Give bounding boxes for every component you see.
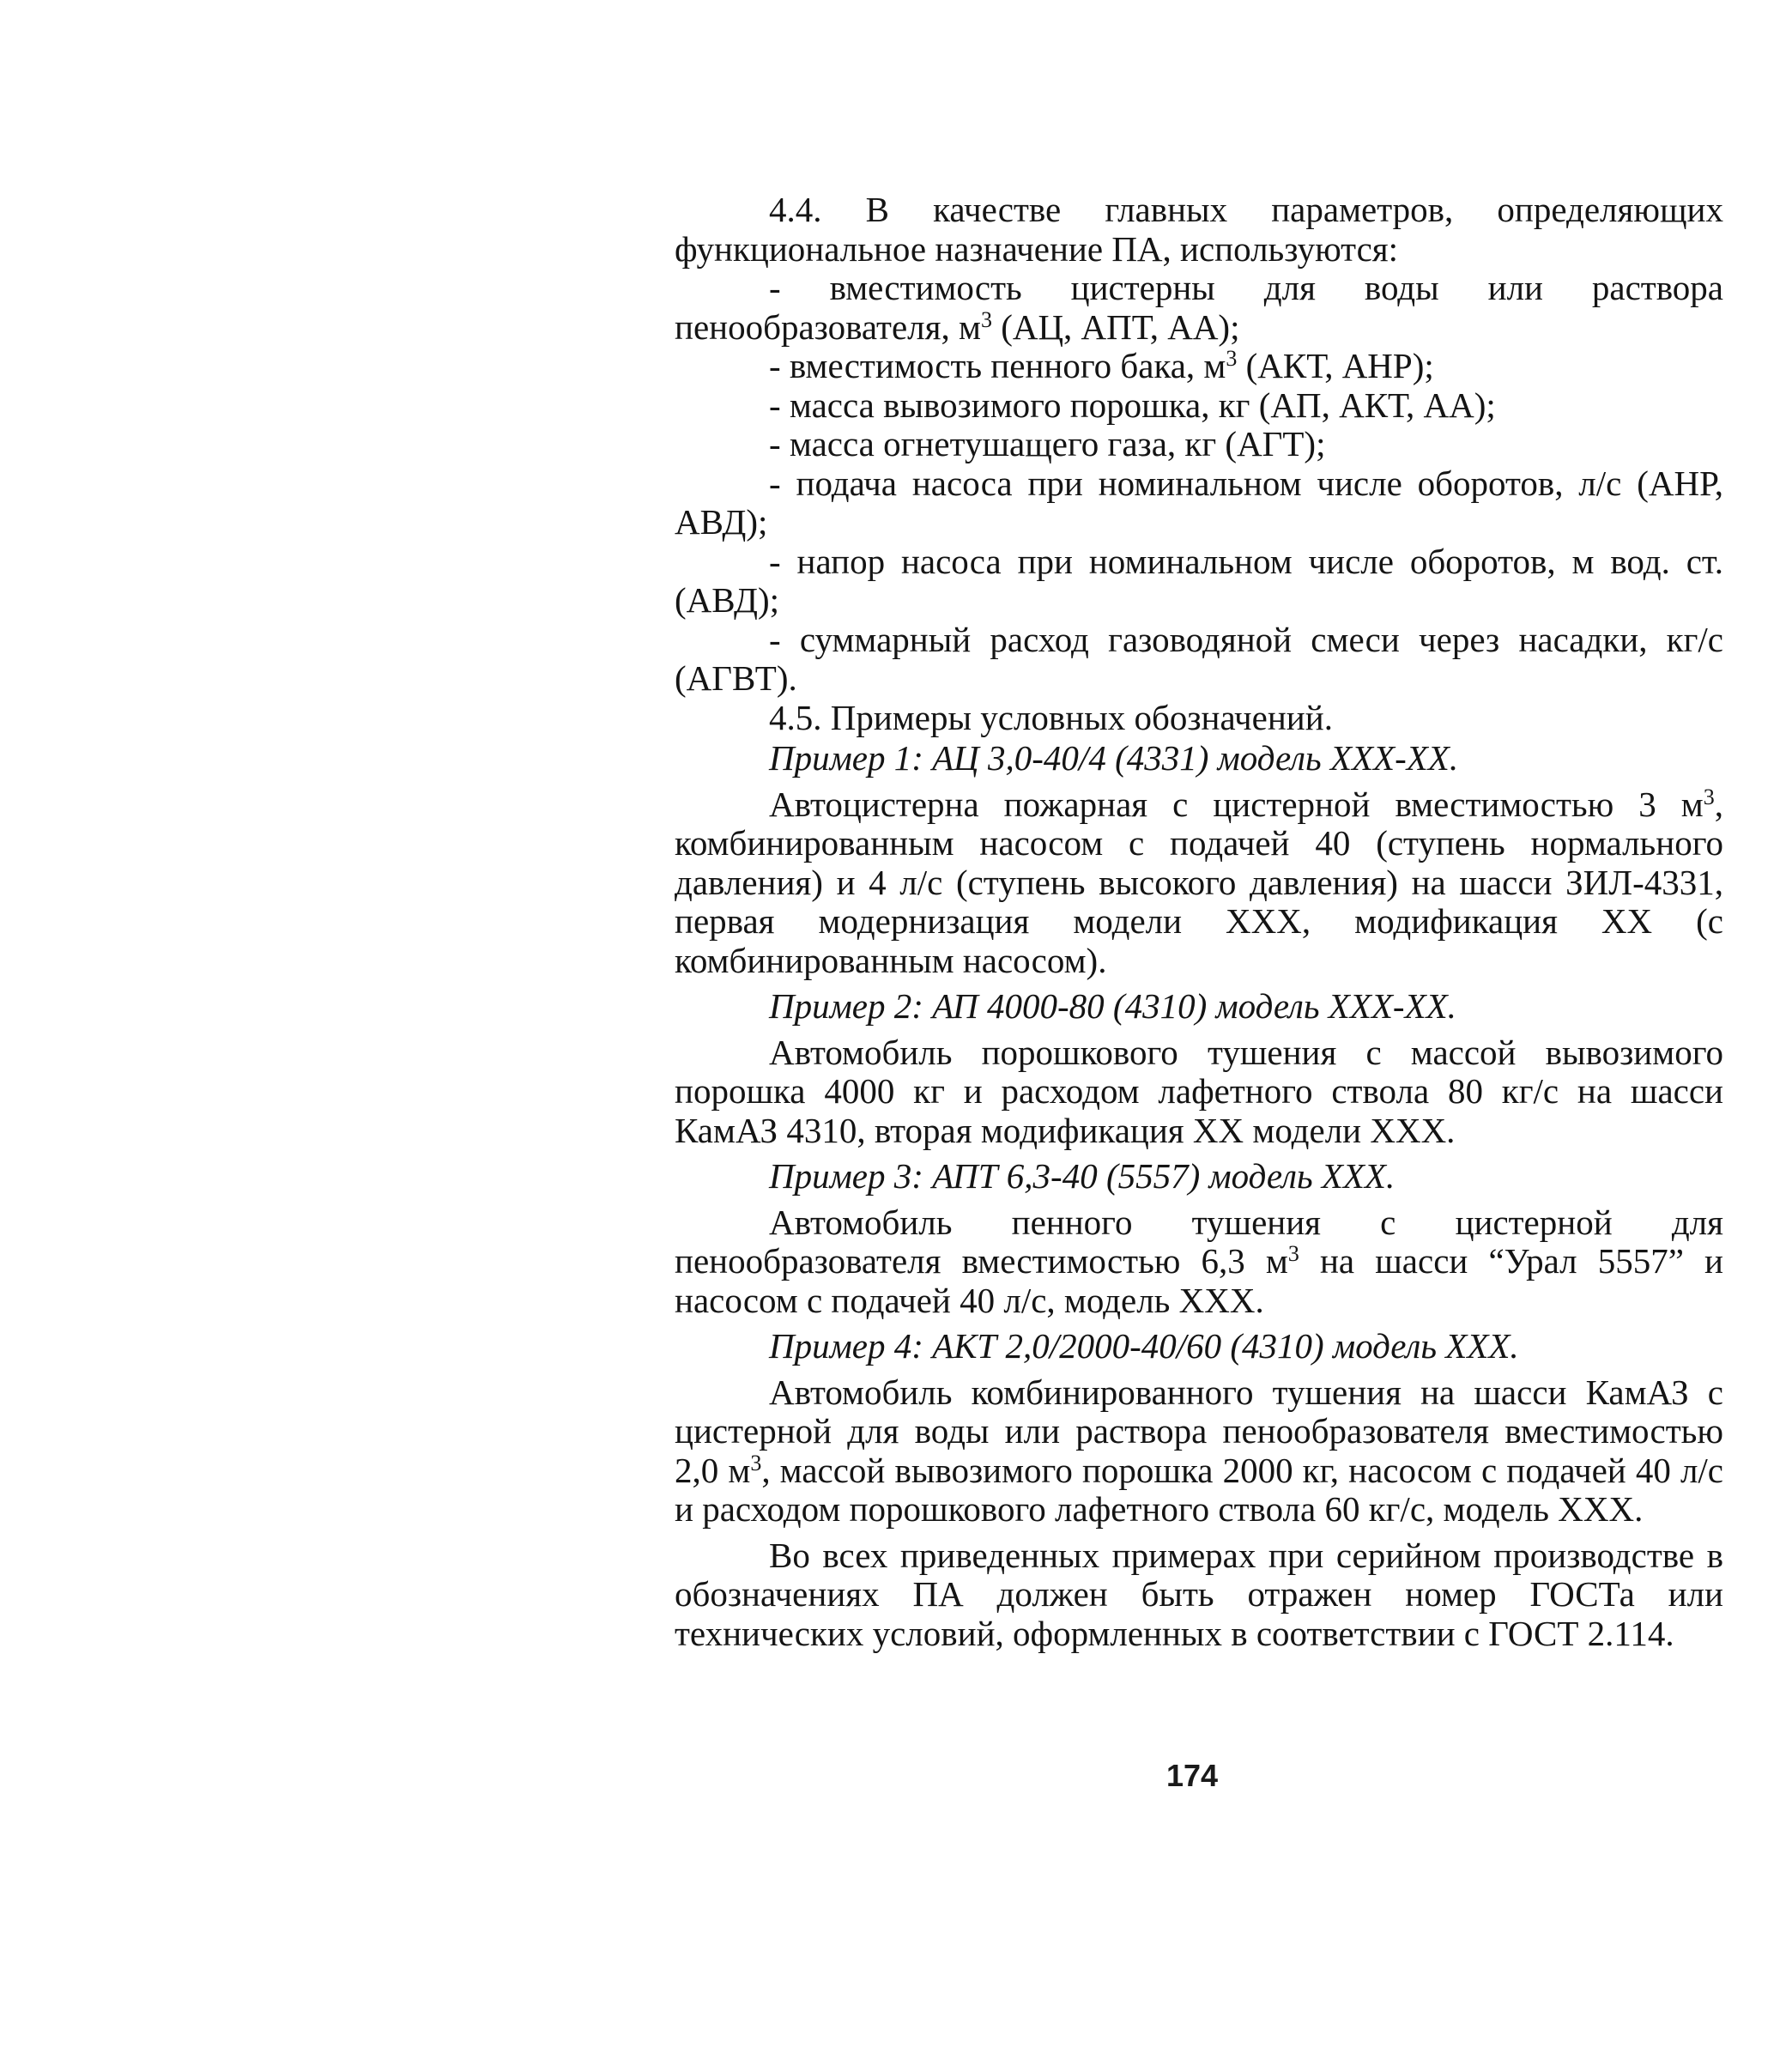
example-4-title: Пример 4: АКТ 2,0/2000-40/60 (4310) модель ХХХ.: [769, 1326, 1519, 1366]
example-4-body: Автомобиль комбинированного тушения на шасси КамАЗ с цистерной для воды или раствора пенообразователя вместимостью 2,0 $м^3$, массой вывозимого порошка 2000 кг, насосом с подачей 40 л/с и расходом порошкового лафетного ствола 60 кг/с, модель ХХХ.: [675, 1372, 1723, 1529]
document-page: [675, 191, 1723, 1653]
example-3-title: Пример 3: АПТ 6,3-40 (5557) модель ХХХ.: [769, 1156, 1396, 1196]
list-item: - подача насоса при номинальном числе оборотов, л/с (АНР, АВД);: [675, 463, 1723, 542]
list-item: - масса вывозимого порошка, кг (АП, АКТ, АА);: [769, 385, 1496, 425]
example-3-body: Автомобиль пенного тушения с цистерной для пенообразователя вместимостью 6,3 $м^3$ на шасси “Урал 5557” и насосом с подачей 40 л/с, модель ХХХ.: [675, 1202, 1723, 1320]
section-4-4-intro: 4.4. В качестве главных параметров, определяющих функциональное назначение ПА, используются:: [675, 190, 1723, 269]
section-4-5-heading: 4.5. Примеры условных обозначений.: [769, 697, 1333, 737]
example-2-title: Пример 2: АП 4000-80 (4310) модель ХХХ-ХХ.: [769, 986, 1456, 1026]
page-number: 174: [1165, 1758, 1219, 1793]
list-item: - вместимость пенного бака, $м^3$ (АКТ, АНР);: [769, 346, 1434, 385]
example-1-body: Автоцистерна пожарная с цистерной вместимостью 3 $м^3$, комбинированным насосом с подачей 40 (ступень нормального давления) и 4 л/с (ступень высокого давления) на шасси ЗИЛ-4331, первая модернизация модели ХХХ, модификация ХХ (с комбинированным насосом).: [675, 784, 1723, 980]
list-item: - масса огнетушащего газа, кг (АГТ);: [769, 424, 1326, 463]
example-1-title: Пример 1: АЦ 3,0-40/4 (4331) модель ХХХ-ХХ.: [769, 738, 1459, 778]
list-item: - суммарный расход газоводяной смеси через насадки, кг/с (АГВТ).: [675, 619, 1723, 698]
list-item: - напор насоса при номинальном числе оборотов, м вод. ст. (АВД);: [675, 541, 1723, 620]
closing-paragraph: Во всех приведенных примерах при серийном производстве в обозначениях ПА должен быть отражен номер ГОСТа или технических условий, оформленных в соответствии с ГОСТ 2.114.: [675, 1535, 1723, 1653]
example-2-body: Автомобиль порошкового тушения с массой вывозимого порошка 4000 кг и расходом лафетного ствола 80 кг/с на шасси КамАЗ 4310, вторая модификация ХХ модели ХХХ.: [675, 1032, 1723, 1150]
list-item: - вместимость цистерны для воды или раствора пенообразователя, $м^3$ (АЦ, АПТ, АА);: [675, 268, 1723, 347]
